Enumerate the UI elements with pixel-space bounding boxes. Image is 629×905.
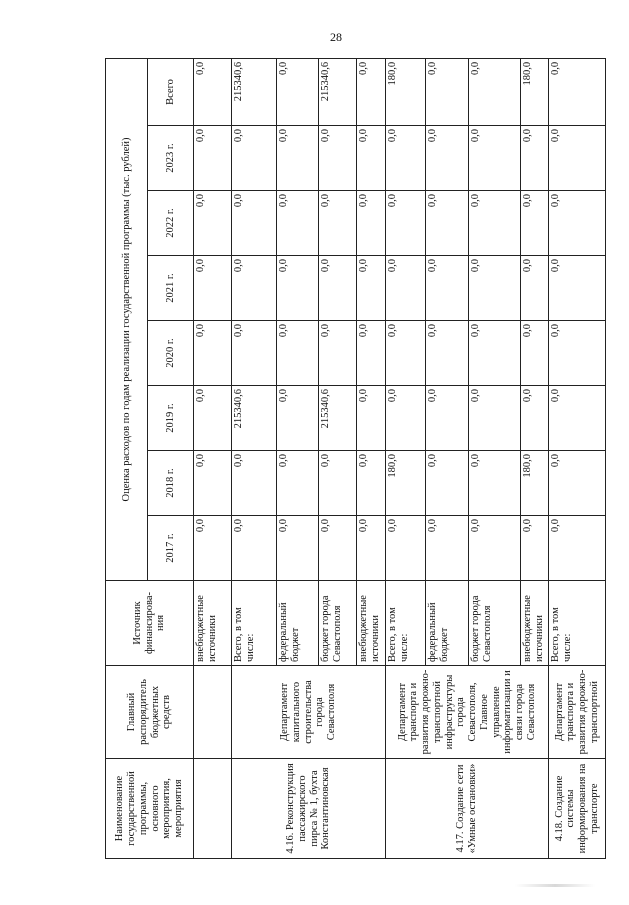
scan-artifact [515,884,595,887]
source-cell: Всего, в том числе: [386,581,426,666]
name-cell-empty [194,759,232,859]
value-cell: 0,0 [232,516,277,581]
value-cell: 0,0 [549,386,606,451]
value-cell: 0,0 [469,191,521,256]
value-cell: 0,0 [426,516,469,581]
value-cell: 0,0 [469,321,521,386]
value-cell: 215340,6 [319,386,357,451]
value-cell: 0,0 [426,321,469,386]
header-estimate: Оценка расходов по годам реализации государственной программы (тыс. рублей) [106,58,148,580]
page-number: 28 [330,30,342,44]
value-cell: 0,0 [319,516,357,581]
value-cell: 0,0 [386,256,426,321]
year-header: 2023 г. [148,126,194,191]
admin-cell: Департамент капитального строительства города Севастополя [232,666,386,759]
value-cell: 0,0 [521,321,549,386]
value-cell: 0,0 [386,516,426,581]
year-header: 2020 г. [148,321,194,386]
value-cell: 0,0 [319,191,357,256]
value-cell: 0,0 [386,321,426,386]
value-cell: 0,0 [277,516,319,581]
value-cell: 0,0 [319,321,357,386]
value-cell: 0,0 [549,321,606,386]
value-cell: 0,0 [357,516,386,581]
measure-name-cell: 4.16. Реконструкция пассажирского пирса № 1, бухта Константиновская [232,759,386,859]
admin-cell-empty [194,666,232,759]
value-cell: 0,0 [549,191,606,256]
value-cell: 0,0 [357,321,386,386]
value-cell: 0,0 [549,126,606,191]
source-cell: внебюджетные источники [521,581,549,666]
table-row [232,58,277,858]
header-row [106,58,148,858]
year-header: 2022 г. [148,191,194,256]
value-cell: 0,0 [319,126,357,191]
value-cell: 0,0 [521,516,549,581]
value-cell: 0,0 [194,191,232,256]
source-cell: бюджет города Севастополя [319,581,357,666]
header-name: Наименование государственной программы, основного мероприятия, мероприятия [106,759,194,859]
total-cell: 0,0 [469,58,521,125]
total-cell: 0,0 [426,58,469,125]
value-cell: 0,0 [232,321,277,386]
rotated-table-frame [105,59,600,859]
table-row [386,58,426,858]
value-cell: 0,0 [232,256,277,321]
admin-cell: Департамент транспорта и развития дорожно-транспортной инфраструктуры города Севастополя, Главное управление информатизации и связи города Севастополя [386,666,549,759]
total-cell: 215340,6 [232,58,277,125]
value-cell: 180,0 [386,451,426,516]
value-cell: 0,0 [386,126,426,191]
header-admin: Главный распорядитель бюджетных средств [106,666,194,759]
source-cell: Всего, в том числе: [232,581,277,666]
value-cell: 0,0 [469,256,521,321]
source-cell: бюджет города Севастополя [469,581,521,666]
value-cell: 0,0 [357,451,386,516]
value-cell: 0,0 [319,256,357,321]
value-cell: 0,0 [386,191,426,256]
total-cell: 0,0 [549,58,606,125]
admin-cell: Департамент транспорта и развития дорожно-транспортной [549,666,606,759]
source-cell: федеральный бюджет [277,581,319,666]
value-cell: 0,0 [426,256,469,321]
value-cell: 0,0 [521,386,549,451]
value-cell: 180,0 [521,451,549,516]
total-cell: 0,0 [194,58,232,125]
table-row [194,58,232,858]
value-cell: 0,0 [277,386,319,451]
value-cell: 0,0 [426,126,469,191]
total-cell: 0,0 [357,58,386,125]
value-cell: 0,0 [194,516,232,581]
value-cell: 0,0 [194,386,232,451]
value-cell: 0,0 [521,126,549,191]
year-header: 2017 г. [148,516,194,581]
year-header: 2021 г. [148,256,194,321]
value-cell: 0,0 [194,256,232,321]
value-cell: 0,0 [357,126,386,191]
value-cell: 0,0 [232,191,277,256]
total-header: Всего [148,58,194,125]
value-cell: 0,0 [277,321,319,386]
value-cell: 0,0 [469,451,521,516]
total-cell: 0,0 [277,58,319,125]
value-cell: 0,0 [277,126,319,191]
source-cell: внебюджетные источники [357,581,386,666]
value-cell: 0,0 [469,386,521,451]
value-cell: 0,0 [521,191,549,256]
value-cell: 0,0 [194,126,232,191]
value-cell: 0,0 [232,451,277,516]
total-cell: 180,0 [386,58,426,125]
value-cell: 0,0 [194,321,232,386]
value-cell: 0,0 [277,256,319,321]
value-cell: 0,0 [426,191,469,256]
value-cell: 0,0 [277,451,319,516]
value-cell: 0,0 [521,256,549,321]
value-cell: 0,0 [357,256,386,321]
value-cell: 0,0 [426,451,469,516]
value-cell: 0,0 [194,451,232,516]
source-cell: внебюджетные источники [194,581,232,666]
value-cell: 0,0 [357,386,386,451]
value-cell: 0,0 [357,191,386,256]
value-cell: 0,0 [426,386,469,451]
measure-name-cell: 4.18. Создание системы информирования на транспорте [549,759,606,859]
source-cell: федеральный бюджет [426,581,469,666]
value-cell: 0,0 [549,256,606,321]
year-header: 2018 г. [148,451,194,516]
value-cell: 0,0 [319,451,357,516]
value-cell: 0,0 [549,451,606,516]
source-cell: Всего, в том числе: [549,581,606,666]
value-cell: 0,0 [469,126,521,191]
header-source: Источник финансирова-ния [106,581,194,666]
measure-name-cell: 4.17. Создание сети «Умные остановки» [386,759,549,859]
total-cell: 215340,6 [319,58,357,125]
value-cell: 215340,6 [232,386,277,451]
total-cell: 180,0 [521,58,549,125]
value-cell: 0,0 [232,126,277,191]
table-row [549,58,606,858]
value-cell: 0,0 [386,386,426,451]
value-cell: 0,0 [549,516,606,581]
year-header: 2019 г. [148,386,194,451]
value-cell: 0,0 [277,191,319,256]
financing-table [105,58,606,859]
value-cell: 0,0 [469,516,521,581]
